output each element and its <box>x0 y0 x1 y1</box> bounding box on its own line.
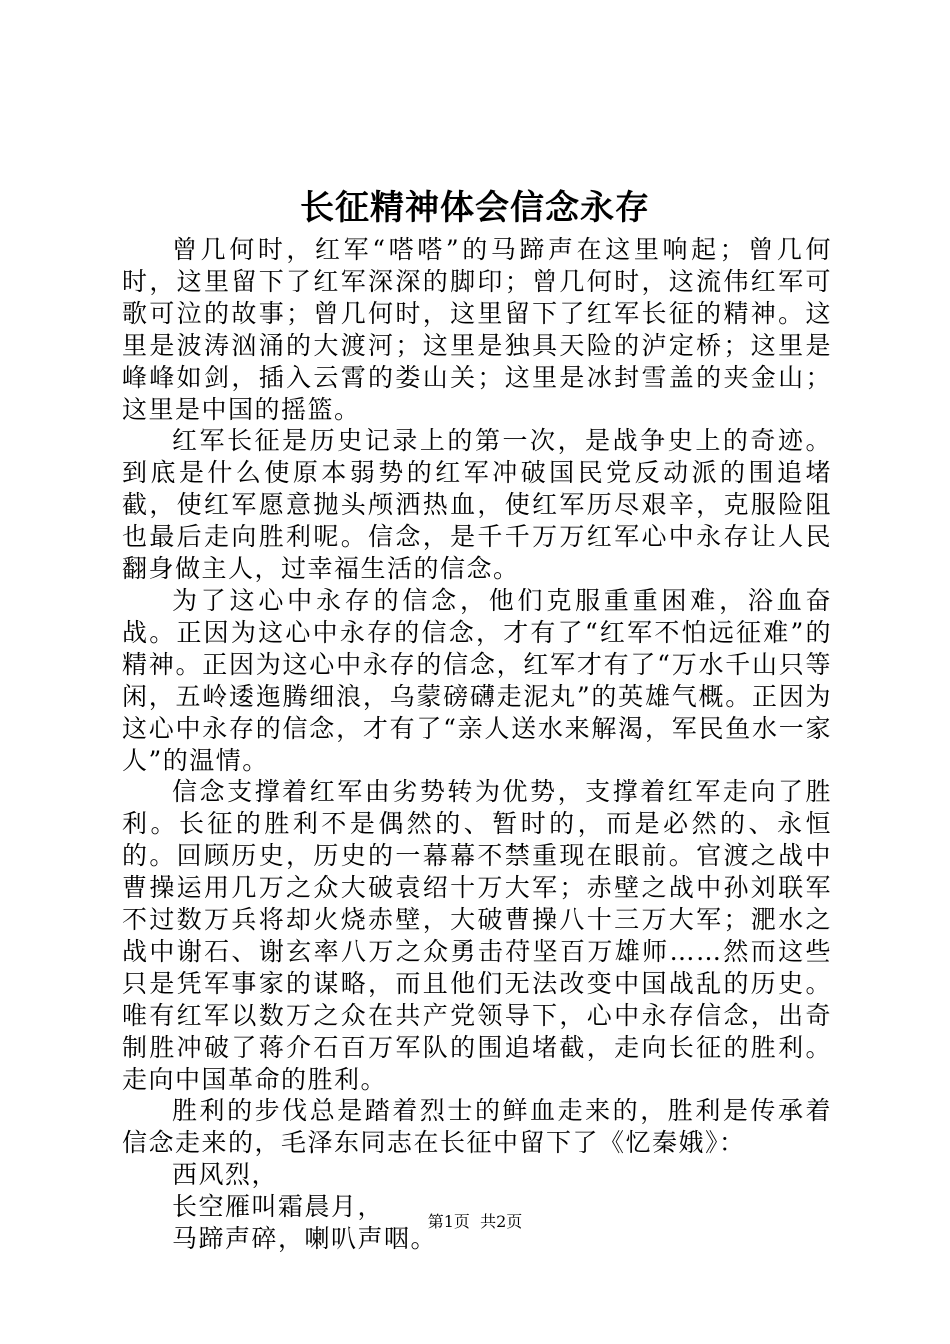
paragraph: 信念支撑着红军由劣势转为优势，支撑着红军走向了胜利。长征的胜利不是偶然的、暂时的，而是必然的、永恒的。回顾历史，历史的一幕幕不禁重现在眼前。官渡之战中曹操运用几万之众大破袁绍十万大军；赤壁之战中孙刘联军不过数万兵将却火烧赤壁，大破曹操八十三万大军；淝水之战中谢石、谢玄率八万之众勇击苻坚百万雄师……然而这些只是凭军事家的谋略，而且他们无法改变中国战乱的历史。唯有红军以数万之众在共产党领导下，心中永存信念，出奇制胜冲破了蒋介石百万军队的围追堵截，走向长征的胜利。走向中国革命的胜利。 <box>122 777 832 1094</box>
paragraph: 为了这心中永存的信念，他们克服重重困难，浴血奋战。正因为这心中永存的信念，才有了“红军不怕远征难”的精神。正因为这心中永存的信念，红军才有了“万水千山只等闲，五岭逶迤腾细浪，乌蒙磅礴走泥丸”的英雄气概。正因为这心中永存的信念，才有了“亲人送水来解渴，军民鱼水一家人”的温情。 <box>122 585 832 775</box>
poem-line: 西风烈， <box>172 1160 279 1190</box>
document-body <box>122 234 832 1255</box>
page-footer <box>0 1212 950 1232</box>
document-title: 长征精神体会信念永存 <box>300 188 650 228</box>
poem-line: 马蹄声碎，喇叭声咽。 <box>172 1224 438 1254</box>
page-number: 第1页 <box>427 1212 470 1231</box>
page-total: 共2页 <box>480 1212 523 1231</box>
paragraph: 胜利的步伐总是踏着烈士的鲜血走来的，胜利是传承着信念走来的，毛泽东同志在长征中留下了《忆秦娥》： <box>122 1096 832 1158</box>
paragraph: 曾几何时，红军“嗒嗒”的马蹄声在这里响起；曾几何时，这里留下了红军深深的脚印；曾几何时，这流伟红军可歌可泣的故事；曾几何时，这里留下了红军长征的精神。这里是波涛汹涌的大渡河；这里是独具天险的泸定桥；这里是峰峰如剑，插入云霄的娄山关；这里是冰封雪盖的夹金山；这里是中国的摇篮。 <box>122 235 832 424</box>
paragraph: 红军长征是历史记录上的第一次，是战争史上的奇迹。到底是什么使原本弱势的红军冲破国民党反动派的围追堵截，使红军愿意抛头颅洒热血，使红军历尽艰辛，克服险阻也最后走向胜利呢。信念，是千千万万红军心中永存让人民翻身做主人，过幸福生活的信念。 <box>122 426 832 584</box>
poem-line: 长空雁叫霜晨月， <box>172 1192 385 1222</box>
